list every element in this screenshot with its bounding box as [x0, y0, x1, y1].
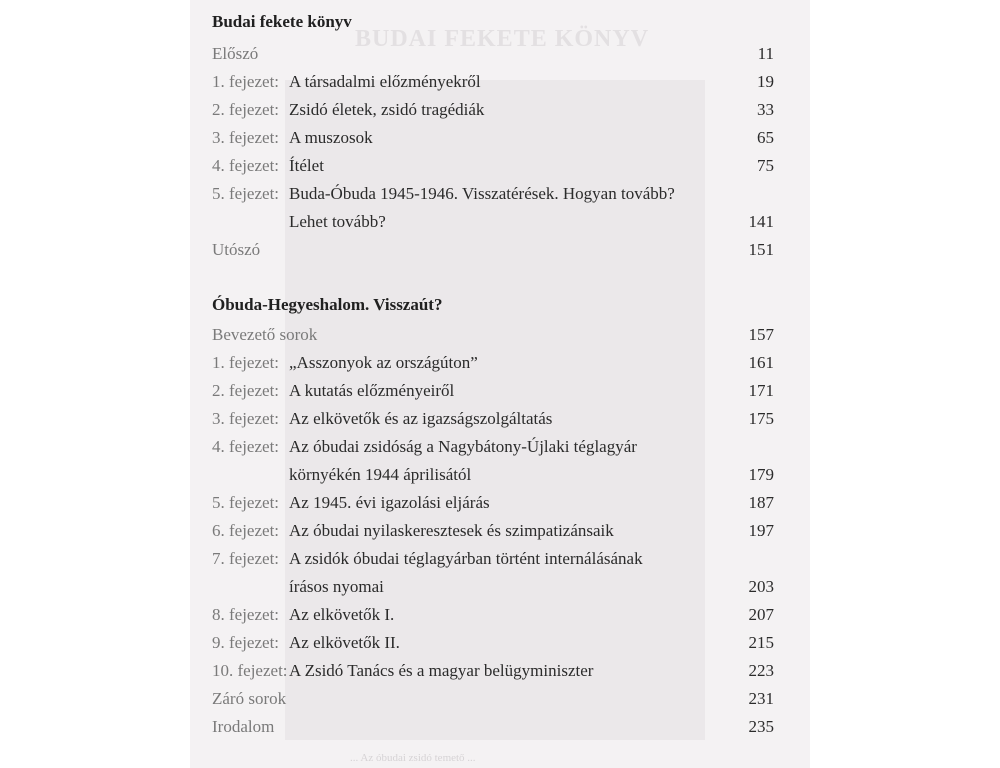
section-title: Budai fekete könyv	[212, 12, 352, 31]
toc-entry	[212, 96, 774, 124]
entry-label: 1. fejezet:	[212, 72, 280, 91]
entry-label: 1. fejezet:	[212, 353, 280, 372]
toc-entry	[212, 377, 774, 405]
entry-title: A Zsidó Tanács és a magyar belügyminiszter	[289, 661, 594, 680]
entry-page-number: 65	[757, 128, 774, 147]
entry-label: 4. fejezet:	[212, 437, 280, 456]
entry-title: Az elkövetők és az igazságszolgáltatás	[289, 409, 553, 428]
entry-page-number: 157	[748, 325, 774, 344]
entry-title: Az óbudai nyilaskeresztesek és szimpatizánsaik	[289, 521, 614, 540]
toc-entry	[212, 685, 774, 713]
toc-entry	[212, 152, 774, 180]
toc-entry	[212, 629, 774, 657]
toc-entry	[212, 517, 774, 545]
entry-page-number: 175	[748, 409, 774, 428]
entry-title: Az 1945. évi igazolási eljárás	[289, 493, 490, 512]
show-through-caption: ... Az óbudai zsidó temető ...	[350, 752, 476, 764]
entry-title: Buda-Óbuda 1945-1946. Visszatérések. Hogyan tovább?	[289, 184, 675, 203]
entry-title: írásos nyomai	[289, 577, 384, 596]
toc-entry	[212, 180, 774, 208]
entry-label: Záró sorok	[212, 689, 287, 708]
entry-label: Utószó	[212, 240, 261, 259]
entry-title: A muszosok	[289, 128, 373, 147]
entry-label: Irodalom	[212, 717, 275, 736]
entry-page-number: 215	[748, 633, 774, 652]
toc-entry	[212, 573, 774, 601]
entry-page-number: 231	[748, 689, 774, 708]
entry-page-number: 161	[748, 353, 774, 372]
entry-label: 2. fejezet:	[212, 100, 280, 119]
toc-entry	[212, 433, 774, 461]
toc-entry	[212, 461, 774, 489]
entry-page-number: 197	[748, 521, 774, 540]
entry-page-number: 187	[748, 493, 774, 512]
entry-label: 2. fejezet:	[212, 381, 280, 400]
entry-title: A kutatás előzményeiről	[289, 381, 455, 400]
entry-label: 9. fejezet:	[212, 633, 280, 652]
entry-label: 3. fejezet:	[212, 128, 280, 147]
toc-entry	[212, 208, 774, 236]
entry-page-number: 171	[748, 381, 774, 400]
entry-page-number: 203	[748, 577, 774, 596]
show-through-title: BUDAI FEKETE KÖNYV	[355, 26, 650, 52]
toc-entry	[212, 713, 774, 741]
entry-title: Zsidó életek, zsidó tragédiák	[289, 100, 485, 119]
entry-page-number: 33	[757, 100, 774, 119]
entry-page-number: 75	[757, 156, 774, 175]
entry-title: A társadalmi előzményekről	[289, 72, 481, 91]
entry-title: A zsidók óbudai téglagyárban történt internálásának	[289, 549, 643, 568]
entry-label: 6. fejezet:	[212, 521, 280, 540]
section-title: Óbuda-Hegyeshalom. Visszaút?	[212, 295, 443, 314]
toc-entry	[212, 349, 774, 377]
entry-title: „Asszonyok az országúton”	[289, 353, 478, 372]
entry-page-number: 179	[748, 465, 774, 484]
toc-entry	[212, 321, 774, 349]
entry-page-number: 151	[748, 240, 774, 259]
entry-label: Előszó	[212, 44, 259, 63]
entry-page-number: 207	[748, 605, 774, 624]
entry-label: 5. fejezet:	[212, 184, 280, 203]
entry-label: 8. fejezet:	[212, 605, 280, 624]
entry-label: Bevezető sorok	[212, 325, 318, 344]
entry-title: Az elkövetők I.	[289, 605, 395, 624]
entry-title: környékén 1944 áprilisától	[289, 465, 472, 484]
toc-entry	[212, 601, 774, 629]
toc-entry	[212, 40, 774, 68]
toc-entry	[212, 545, 774, 573]
entry-title: Lehet tovább?	[289, 212, 386, 231]
entry-title: Ítélet	[289, 156, 324, 175]
entry-label: 4. fejezet:	[212, 156, 280, 175]
entry-page-number: 11	[757, 44, 774, 63]
toc-entry	[212, 236, 774, 264]
entry-page-number: 19	[757, 72, 774, 91]
entry-label: 7. fejezet:	[212, 549, 280, 568]
entry-page-number: 223	[748, 661, 774, 680]
toc-entry	[212, 124, 774, 152]
toc-entry	[212, 657, 774, 685]
entry-page-number: 235	[748, 717, 774, 736]
entry-title: Az óbudai zsidóság a Nagybátony-Újlaki téglagyár	[289, 437, 637, 456]
entry-label: 10. fejezet:	[212, 661, 288, 680]
entry-title: Az elkövetők II.	[289, 633, 400, 652]
toc-entry	[212, 405, 774, 433]
entry-page-number: 141	[748, 212, 774, 231]
toc-entry	[212, 68, 774, 96]
toc-entry	[212, 489, 774, 517]
book-page	[190, 0, 810, 768]
entry-label: 5. fejezet:	[212, 493, 280, 512]
entry-label: 3. fejezet:	[212, 409, 280, 428]
